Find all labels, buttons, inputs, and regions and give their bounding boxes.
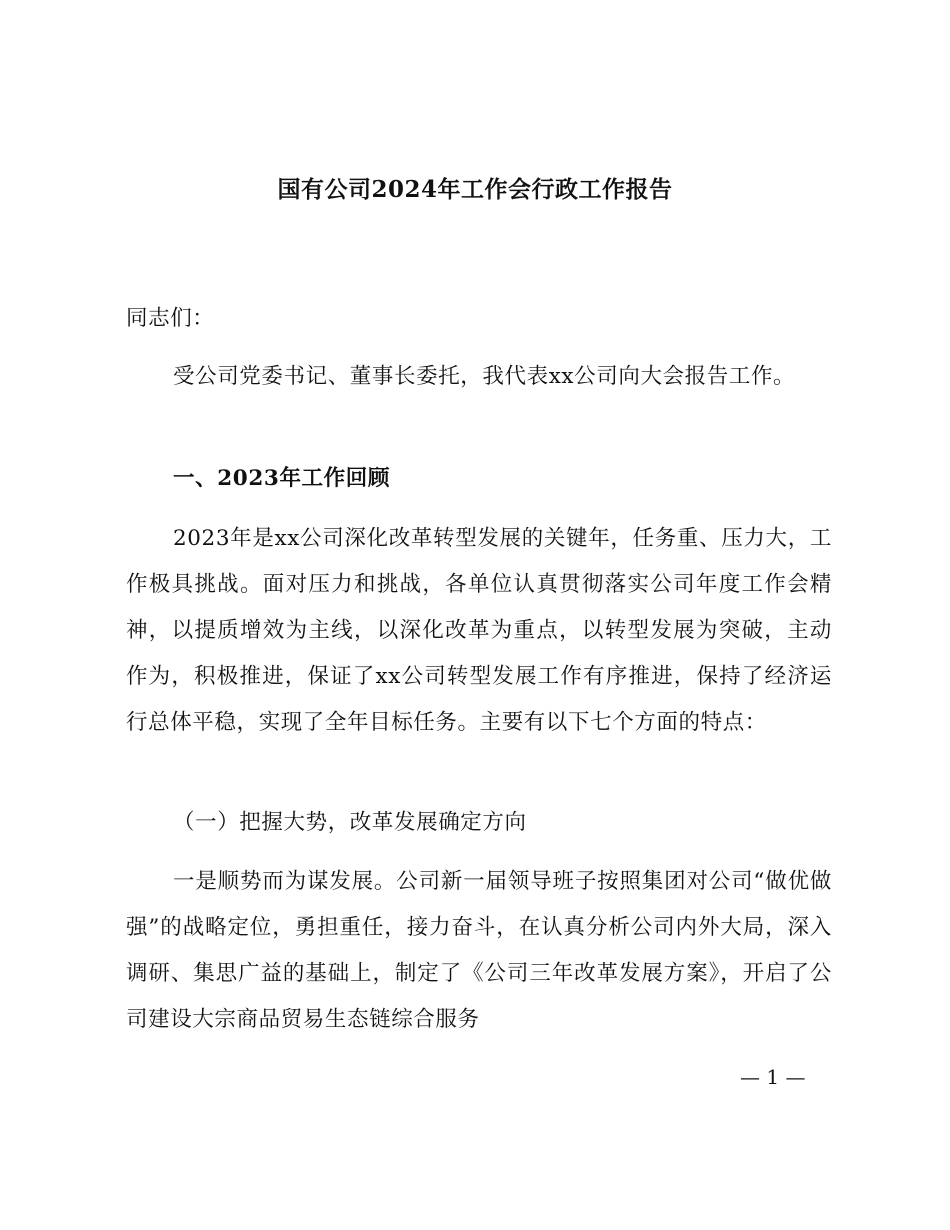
salutation: 同志们： <box>126 306 215 331</box>
point-one-paragraph: 一是顺势而为谋发展。公司新一届领导班子按照集团对公司“做优做强”的战略定位，勇担重任，接力奋斗，在认真分析公司内外大局，深入调研、集思广益的基础上，制定了《公司三年改革发展方案》，开启了公司建设大宗商品贸易生态链综合服务 <box>126 869 832 1032</box>
section-heading: 一、2023年工作回顾 <box>173 466 390 491</box>
document-title: 国有公司2024年工作会行政工作报告 <box>277 176 673 203</box>
review-paragraph: 2023年是xx公司深化改革转型发展的关键年，任务重、压力大，工作极具挑战。面对压力和挑战，各单位认真贯彻落实公司年度工作会精神，以提质增效为主线，以深化改革为重点，以转型发展为突破，主动作为，积极推进，保证了xx公司转型发展工作有序推进，保持了经济运行总体平稳，实现了全年目标任务。主要有以下七个方面的特点： <box>126 526 832 735</box>
page-number: — 1 — <box>740 1065 806 1089</box>
intro-paragraph: 受公司党委书记、董事长委托，我代表xx公司向大会报告工作。 <box>173 364 796 389</box>
subsection-heading: （一）把握大势，改革发展确定方向 <box>173 810 527 835</box>
